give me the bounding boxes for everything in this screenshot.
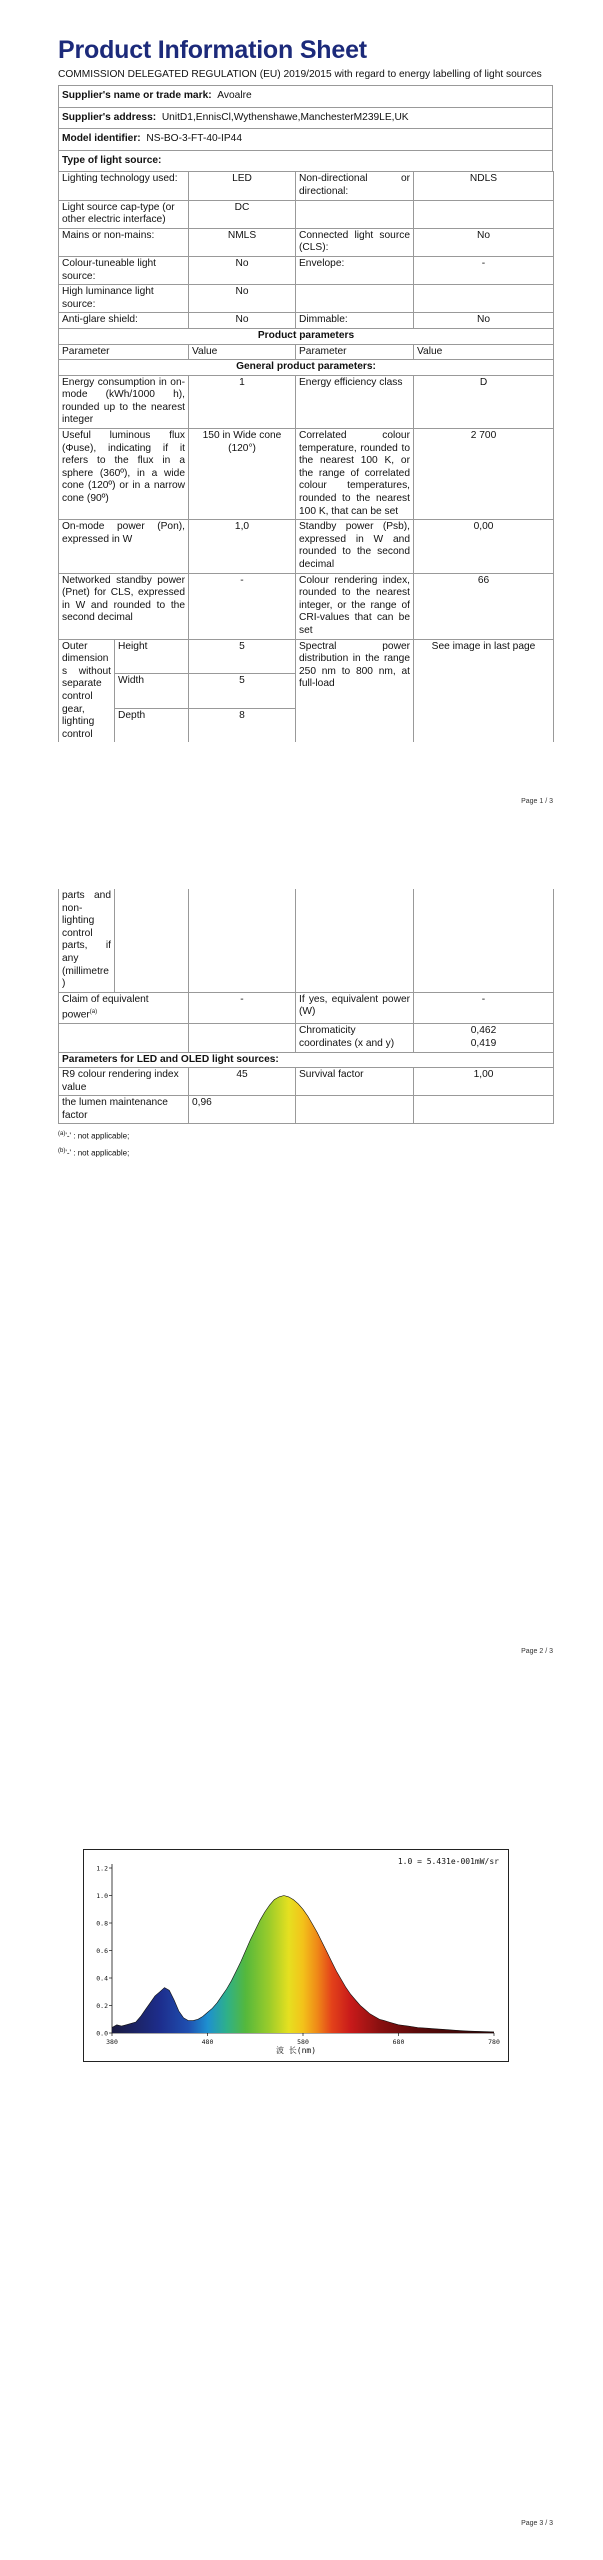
value-cell: NMLS — [189, 228, 296, 256]
x-tick-label: 680 — [392, 2038, 405, 2046]
depth-value: 8 — [189, 709, 296, 743]
param-cell: Correlated colour temperature, rounded to the nearest 100 K, or the range of correlated colour temperatures, rounded to the nearest 100 K, that can be set — [296, 429, 414, 520]
x-tick-label: 480 — [201, 2038, 214, 2046]
page-number: Page 2 / 3 — [521, 1648, 553, 1655]
param-cell: Dimmable: — [296, 313, 414, 329]
value-cell: 45 — [189, 1068, 296, 1096]
sheet-page-2 — [58, 889, 553, 1159]
param-cell: Colour rendering index, rounded to the nearest integer, or the range of CRI-values that can be set — [296, 573, 414, 639]
height-label: Height — [115, 639, 189, 674]
claim-label: Claim of equivalent power — [62, 993, 149, 1021]
value-cell: 1 — [189, 375, 296, 428]
value-cell — [414, 285, 554, 313]
param-cell: R9 colour rendering index value — [59, 1068, 189, 1096]
table-row — [59, 639, 554, 674]
value-cell: - — [414, 256, 554, 284]
column-header: Value — [414, 344, 554, 360]
page-3 — [0, 1690, 603, 2560]
value-cell: - — [189, 992, 296, 1024]
param-cell: Chromaticity coordinates (x and y) — [296, 1024, 414, 1052]
param-cell: Lighting technology used: — [59, 172, 189, 200]
width-value: 5 — [189, 674, 296, 709]
regulation-subtitle: COMMISSION DELEGATED REGULATION (EU) 2019/2015 with regard to energy labelling of light sources — [58, 69, 542, 80]
spd-label: Spectral power distribution in the range 250 nm to 800 nm, at full-load — [296, 639, 414, 742]
spectral-chart-svg — [84, 1850, 508, 2061]
info-value: UnitD1,EnnisCl,Wythenshawe,ManchesterM239LE,UK — [161, 111, 409, 123]
param-cell: On-mode power (Pon), expressed in W — [59, 520, 189, 573]
param-cell: Envelope: — [296, 256, 414, 284]
param-cell: Energy efficiency class — [296, 375, 414, 428]
info-row — [59, 150, 553, 172]
y-tick-label: 1.2 — [96, 1864, 108, 1873]
param-cell: Energy consumption in on-mode (kWh/1000 h), rounded up to the nearest integer — [59, 375, 189, 428]
value-cell: No — [189, 285, 296, 313]
table-row — [59, 1096, 554, 1124]
info-label: Supplier's name or trade mark: — [62, 90, 212, 101]
param-cell: If yes, equivalent power (W) — [296, 992, 414, 1024]
table-row — [59, 256, 554, 284]
table-row — [59, 1068, 554, 1096]
param-cell: Non-directional or directional: — [296, 172, 414, 200]
footnotes — [58, 1129, 553, 1158]
value-cell: 2 700 — [414, 429, 554, 520]
table-row — [59, 429, 554, 520]
dimensions-continued-table — [58, 889, 554, 993]
y-tick-label: 0.0 — [96, 2029, 108, 2038]
table-row — [59, 228, 554, 256]
table-row — [59, 889, 554, 992]
light-source-table — [58, 171, 554, 639]
footnote-ref: (a) — [89, 1009, 98, 1016]
value-cell: LED — [189, 172, 296, 200]
info-label: Model identifier: — [62, 133, 141, 145]
x-tick-label: 780 — [488, 2038, 500, 2046]
param-cell: Mains or non-mains: — [59, 228, 189, 256]
table-row — [59, 992, 554, 1024]
info-label: Supplier's address: — [62, 111, 157, 123]
value-cell: 66 — [414, 573, 554, 639]
section-heading-row — [59, 328, 554, 344]
table-row — [59, 375, 554, 428]
footnote-b: $^{(b)}$'-' : not applicable; — [58, 1148, 130, 1158]
width-label: Width — [115, 674, 189, 709]
value-cell: No — [414, 313, 554, 329]
y-tick-label: 1.0 — [96, 1892, 108, 1900]
page-number: Page 1 / 3 — [521, 798, 553, 805]
page-number: Page 3 / 3 — [521, 2520, 553, 2527]
value-cell — [414, 200, 554, 228]
sheet-page-1 — [58, 36, 553, 742]
param-cell: Standby power (Psb), expressed in W and rounded to the second decimal — [296, 520, 414, 573]
column-header: Parameter — [296, 344, 414, 360]
value-cell: 150 in Wide cone (120°) — [189, 429, 296, 520]
table-row — [59, 172, 554, 200]
product-parameters-heading: Product parameters — [59, 328, 554, 344]
x-tick-label: 380 — [106, 2038, 118, 2046]
section-heading-row — [59, 1052, 554, 1068]
param-cell: Colour-tuneable light source: — [59, 256, 189, 284]
value-cell: DC — [189, 200, 296, 228]
chroma-x: 0,462 — [470, 1025, 497, 1037]
x-axis-label: 波 长(nm) — [275, 2046, 317, 2055]
param-cell: Networked standby power (Pnet) for CLS, expressed in W and rounded to the second decimal — [59, 573, 189, 639]
info-row — [59, 107, 553, 129]
y-tick-label: 0.2 — [96, 2002, 108, 2010]
info-value: NS-BO-3-FT-40-IP44 — [146, 133, 243, 145]
spectral-chart — [83, 1849, 509, 2062]
height-value: 5 — [189, 639, 296, 674]
table-row — [59, 520, 554, 573]
chroma-y: 0,419 — [470, 1037, 497, 1049]
column-header: Parameter — [59, 344, 189, 360]
spectrum-area — [112, 1896, 494, 2034]
info-value: Avoalre — [217, 90, 252, 101]
page-title: Product Information Sheet — [58, 36, 367, 64]
y-tick-label: 0.4 — [96, 1974, 108, 1983]
dimensions-table — [58, 639, 554, 743]
table-row — [59, 313, 554, 329]
value-cell: No — [189, 313, 296, 329]
param-cell: Light source cap-type (or other electric interface) — [59, 200, 189, 228]
column-header-row — [59, 344, 554, 360]
value-cell: NDLS — [414, 172, 554, 200]
param-cell: Connected light source (CLS): — [296, 228, 414, 256]
value-cell — [414, 1024, 554, 1052]
value-cell: - — [414, 992, 554, 1024]
info-label: Type of light source: — [62, 154, 162, 166]
page-2 — [0, 845, 603, 1690]
param-cell: Survival factor — [296, 1068, 414, 1096]
depth-label: Depth — [115, 709, 189, 743]
spd-value: See image in last page — [414, 639, 554, 742]
value-cell: No — [189, 256, 296, 284]
supplier-info-table — [58, 85, 553, 172]
dimensions-label: Outer dimensions without separate control gear, lighting control — [59, 639, 115, 742]
value-cell: 1,00 — [414, 1068, 554, 1096]
table-row — [59, 200, 554, 228]
led-parameters-heading: Parameters for LED and OLED light sources: — [59, 1052, 554, 1068]
param-cell: the lumen maintenance factor — [59, 1096, 189, 1124]
value-cell: 0,00 — [414, 520, 554, 573]
footnote-a: $^{(a)}$'-' : not applicable; — [58, 1131, 130, 1142]
table-row — [59, 573, 554, 639]
x-tick-label: 580 — [297, 2038, 309, 2046]
equivalent-power-table — [58, 992, 554, 1125]
table-row — [59, 285, 554, 313]
value-cell: D — [414, 375, 554, 428]
param-cell: Useful luminous flux (Φuse), indicating if it refers to the flux in a sphere (360º), in a wide cone (120º) or in a narrow cone (90º) — [59, 429, 189, 520]
param-cell — [296, 285, 414, 313]
page-1 — [0, 0, 603, 845]
value-cell: 1,0 — [189, 520, 296, 573]
chart-annotation: 1.0 = 5.431e-001mW/sr — [397, 1857, 499, 1866]
info-row — [59, 86, 553, 108]
dimensions-label-continued: parts and non-lighting control parts, if any (millimetre) — [59, 889, 115, 992]
param-cell — [59, 992, 189, 1024]
value-cell: - — [189, 573, 296, 639]
param-cell: High luminance light source: — [59, 285, 189, 313]
param-cell — [296, 200, 414, 228]
param-cell: Anti-glare shield: — [59, 313, 189, 329]
value-cell: No — [414, 228, 554, 256]
y-tick-label: 0.8 — [96, 1919, 108, 1928]
column-header: Value — [189, 344, 296, 360]
y-tick-label: 0.6 — [96, 1947, 108, 1955]
general-parameters-heading: General product parameters: — [59, 360, 554, 376]
value-cell: 0,96 — [189, 1096, 296, 1124]
section-heading-row — [59, 360, 554, 376]
table-row — [59, 1024, 554, 1052]
info-row — [59, 129, 553, 151]
